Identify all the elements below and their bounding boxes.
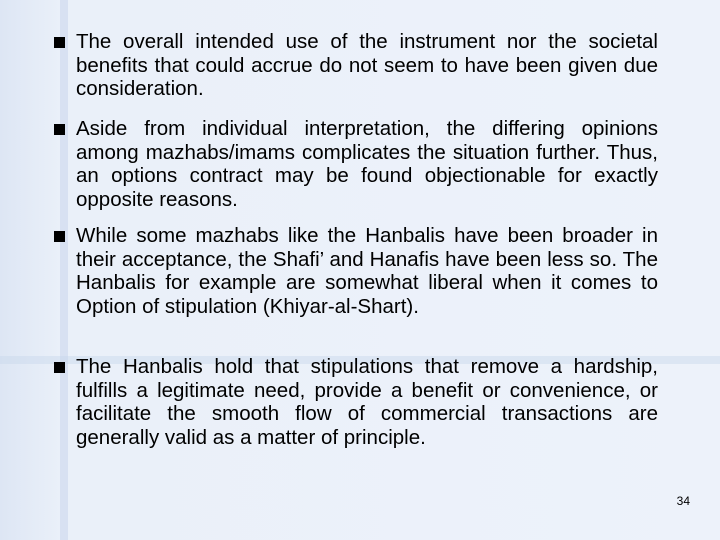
square-bullet-icon bbox=[54, 124, 65, 135]
bullet-item bbox=[46, 117, 658, 211]
bullet-text: Aside from individual interpretation, the differing opinions among mazhabs/imams complicates the situation further. Thus, an options contract may be found objectionable for exactly opposite reasons. bbox=[76, 117, 658, 211]
bullet-item bbox=[46, 355, 658, 449]
square-bullet-icon bbox=[54, 362, 65, 373]
bullet-text: The overall intended use of the instrument nor the societal benefits that could accrue do not seem to have been given due consideration. bbox=[76, 30, 658, 100]
square-bullet-icon bbox=[54, 37, 65, 48]
bullet-text: The Hanbalis hold that stipulations that remove a hardship, fulfills a legitimate need, provide a benefit or convenience, or facilitate the smooth flow of commercial transactions are generally valid as a matter of principle. bbox=[76, 355, 658, 449]
bullet-item bbox=[46, 30, 658, 101]
bullet-item bbox=[46, 224, 658, 318]
square-bullet-icon bbox=[54, 231, 65, 242]
page-number: 34 bbox=[676, 494, 690, 508]
bullet-text: While some mazhabs like the Hanbalis have been broader in their acceptance, the Shafi’ and Hanafis have been less so. The Hanbalis for example are somewhat liberal when it comes to Option of stipulation (Khiyar-al-Shart). bbox=[76, 224, 658, 318]
